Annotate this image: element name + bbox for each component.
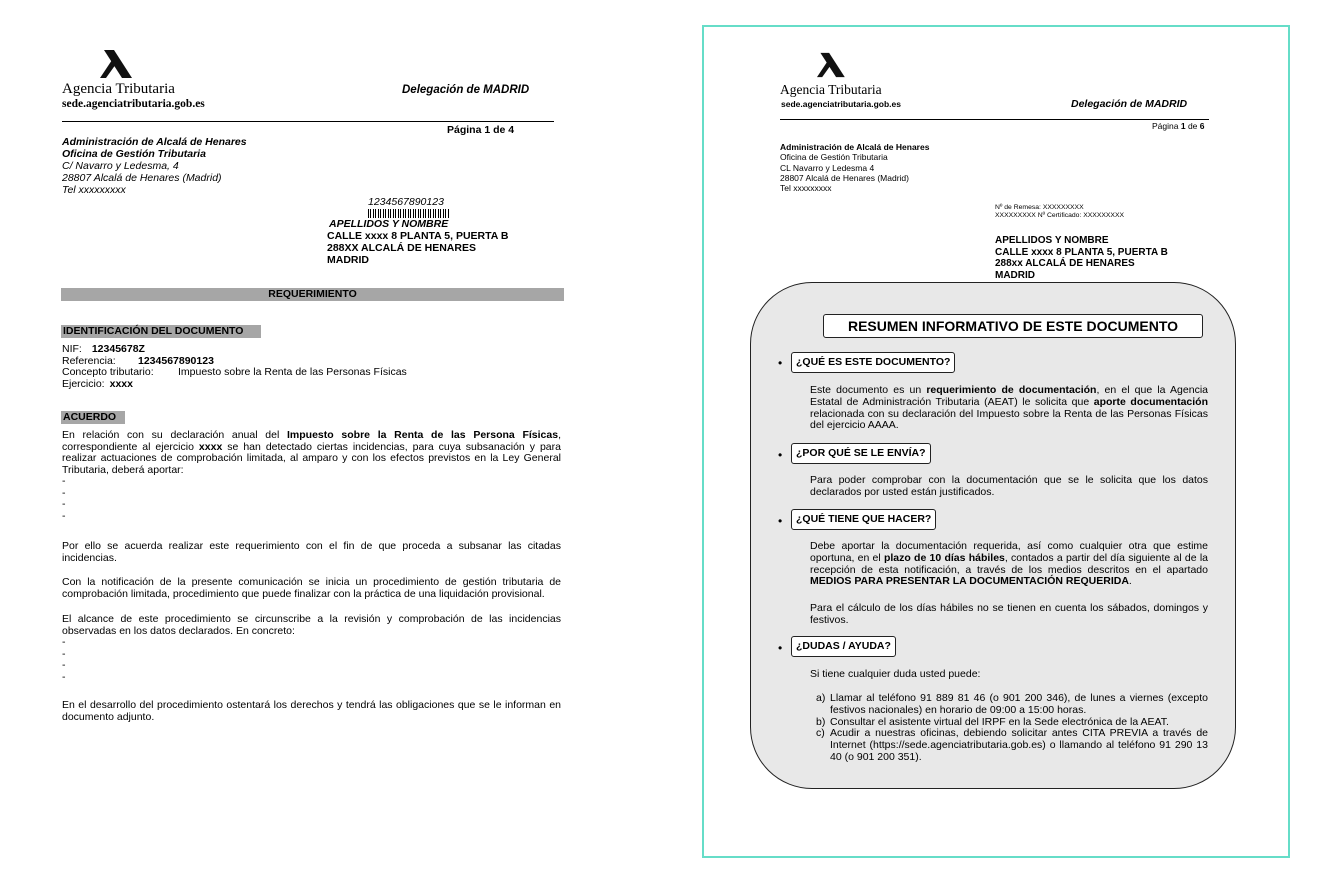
text-span-bold: aporte documentación	[1093, 395, 1208, 408]
bullet: •	[778, 448, 783, 462]
text-span: Este documento es un	[810, 384, 927, 396]
office-line: 28807 Alcalá de Henares (Madrid)	[780, 172, 909, 183]
text-span: , contados a partir del día siguiente al de la recepción de esta notificación, a través de los medios descritos en el apartado	[810, 551, 1208, 576]
recipient-name: APELLIDOS Y NOMBRE	[995, 235, 1109, 246]
office-line: Tel xxxxxxxxx	[62, 184, 126, 196]
recipient-province: MADRID	[995, 269, 1035, 281]
recipient-name: APELLIDOS Y NOMBRE	[329, 218, 449, 230]
answer-what-to-do	[810, 541, 1208, 588]
list-item-label: b)	[816, 715, 826, 728]
paragraph-purpose: Por ello se acuerda realizar este requerimiento con el fin de que proceda a subsanar las citadas incidencias.	[62, 540, 561, 564]
text-span: , correspondiente al ejercicio	[62, 429, 561, 453]
list-dash: -	[62, 659, 66, 671]
recipient-city: 288xx ALCALÁ DE HENARES	[995, 258, 1135, 269]
nif-label: NIF:	[62, 343, 82, 355]
recipient-block	[995, 235, 1168, 281]
document-page-right	[702, 25, 1290, 858]
office-line: C/ Navarro y Ledesma, 4	[62, 160, 179, 172]
agency-url: sede.agenciatributaria.gob.es	[62, 98, 205, 110]
office-line: Oficina de Gestión Tributaria	[780, 152, 888, 163]
agencia-tributaria-logo-icon	[810, 49, 850, 81]
question-what-to-do: ¿QUÉ TIENE QUE HACER?	[791, 509, 936, 530]
remittance-info	[995, 204, 1124, 221]
year-label: Ejercicio:	[62, 377, 105, 390]
nif-value: 12345678Z	[91, 343, 145, 355]
summary-title: RESUMEN INFORMATIVO DE ESTE DOCUMENTO	[823, 314, 1203, 338]
remittance-number: Nº de Remesa: XXXXXXXXX	[995, 204, 1084, 211]
answer-business-days: Para el cálculo de los días hábiles no se tienen en cuenta los sábados, domingos y festivos.	[810, 602, 1208, 626]
paragraph-intro	[62, 430, 561, 522]
list-dash: -	[62, 486, 66, 499]
reference-label: Referencia:	[62, 354, 116, 367]
list-dash: -	[62, 498, 66, 510]
list-item-label: c)	[816, 727, 825, 740]
answer-why: Para poder comprobar con la documentación que se le solicita que los datos declarados por usted están justificados.	[810, 474, 1208, 498]
text-span-bold: xxxx	[198, 440, 223, 453]
question-why: ¿POR QUÉ SE LE ENVÍA?	[791, 443, 931, 464]
list-dash: -	[62, 670, 66, 683]
delegation-label: Delegación de MADRID	[402, 84, 530, 96]
document-page-left	[0, 0, 640, 877]
office-address	[62, 136, 247, 196]
concept-value: Impuesto sobre la Renta de las Personas Físicas	[178, 366, 407, 378]
list-item	[816, 728, 1208, 763]
document-identification	[62, 344, 407, 390]
text-span: relacionada con su declaración del Impuesto sobre la Renta de las Personas Físicas del ejercicio AAAA.	[810, 407, 1208, 432]
office-line: Oficina de Gestión Tributaria	[62, 148, 206, 160]
text-span-bold: MEDIOS PARA PRESENTAR LA DOCUMENTACIÓN REQUERIDA	[810, 575, 1129, 588]
page-total: 6	[1199, 121, 1205, 131]
office-line: 28807 Alcalá de Henares (Madrid)	[62, 172, 222, 184]
text-span: El alcance de este procedimiento se circunscribe a la revisión y comprobación de las incidencias observadas en los datos declarados. En concreto:	[62, 613, 561, 637]
paragraph-rights: En el desarrollo del procedimiento ostentará los derechos y tendrá las obligaciones que se le informan en documento adjunto.	[62, 699, 561, 723]
bullet: •	[778, 641, 783, 655]
header-divider	[62, 121, 554, 122]
text-span: .	[1128, 575, 1132, 588]
delegation-label: Delegación de MADRID	[1071, 98, 1188, 110]
recipient-street: CALLE xxxx 8 PLANTA 5, PUERTA B	[327, 230, 509, 242]
paragraph-scope	[62, 614, 561, 683]
list-item	[816, 693, 1208, 717]
year-value: xxxx	[109, 377, 133, 390]
text-span-bold: requerimiento de documentación	[926, 384, 1097, 396]
help-options	[816, 693, 1208, 764]
section-heading-identification: IDENTIFICACIÓN DEL DOCUMENTO	[61, 325, 261, 338]
list-dash: -	[62, 509, 66, 522]
office-line: CL Navarro y Ledesma 4	[780, 162, 875, 173]
page-prefix: Página	[1152, 121, 1181, 131]
text-span: , en el que la Agencia Estatal de Administración Tributaria (AEAT) le solicita que	[810, 384, 1209, 408]
page-current: 1	[1180, 121, 1186, 131]
list-dash: -	[62, 475, 66, 487]
recipient-code: 1234567890123	[368, 196, 444, 208]
section-heading-acuerdo: ACUERDO	[61, 411, 125, 424]
recipient-street: CALLE xxxx 8 PLANTA 5, PUERTA B	[995, 246, 1168, 258]
office-address	[780, 142, 929, 193]
help-options-list	[816, 693, 1208, 764]
list-item-text: Acudir a nuestras oficinas, debiendo solicitar antes CITA PREVIA a través de Internet (https://sede.agenciatributaria.gob.es) o llamando al teléfono 91 290 13 40 (o 901 200 351).	[830, 727, 1208, 763]
reference-value: 1234567890123	[138, 354, 214, 367]
text-span: se han detectado ciertas incidencias, para cuya subsanación y para realizar actuaciones de comprobación limitada, al amparo y con los efectos previstos en la Ley General Tributaria, deberá aportar:	[62, 440, 561, 476]
certificate-number: XXXXXXXXX Nº Certificado: XXXXXXXXX	[995, 212, 1125, 220]
list-dash: -	[62, 636, 66, 648]
barcode-icon	[368, 209, 450, 218]
recipient-province: MADRID	[327, 254, 369, 266]
list-item-text: Consultar el asistente virtual del IRPF en la Sede electrónica de la AEAT.	[830, 715, 1169, 728]
question-help: ¿DUDAS / AYUDA?	[791, 636, 896, 657]
list-item-text: Llamar al teléfono 91 889 81 46 (o 901 200 346), de lunes a viernes (excepto festivos nacionales) en horario de 09:00 a 15:00 horas.	[830, 692, 1208, 716]
office-line: Administración de Alcalá de Henares	[62, 136, 247, 148]
agency-name: Agencia Tributaria	[62, 81, 175, 97]
text-span: En relación con su declaración anual del	[62, 429, 288, 441]
list-dash: -	[62, 647, 66, 660]
question-what-is: ¿QUÉ ES ESTE DOCUMENTO?	[791, 352, 955, 373]
page-separator: de	[1185, 121, 1200, 131]
concept-label: Concepto tributario:	[62, 366, 154, 378]
recipient-city: 288XX ALCALÁ DE HENARES	[327, 242, 476, 254]
agency-name: Agencia Tributaria	[780, 82, 882, 97]
agency-url: sede.agenciatributaria.gob.es	[781, 99, 901, 109]
document-title: REQUERIMIENTO	[61, 288, 564, 301]
agencia-tributaria-logo-icon	[92, 46, 138, 82]
office-line: Administración de Alcalá de Henares	[780, 142, 930, 152]
office-line: Tel xxxxxxxxx	[780, 183, 832, 194]
bullet: •	[778, 514, 783, 528]
header-divider	[780, 119, 1209, 120]
bullet: •	[778, 356, 783, 370]
text-span-bold: Impuesto sobre la Renta de las Persona Físicas	[287, 429, 559, 441]
list-item-label: a)	[816, 692, 826, 704]
text-span: Debe aportar la documentación requerida, así como cualquier otra que estime oportuna, en el	[810, 540, 1208, 564]
page-number	[1152, 121, 1205, 131]
page-number: Página 1 de 4	[447, 124, 515, 136]
paragraph-procedure: Con la notificación de la presente comunicación se inicia un procedimiento de gestión tributaria de comprobación limitada, procedimiento que puede finalizar con la práctica de una liquidación provisional.	[62, 576, 561, 600]
text-span-bold: plazo de 10 días hábiles	[883, 551, 1005, 564]
answer-help-intro: Si tiene cualquier duda usted puede:	[810, 668, 981, 680]
answer-what-is	[810, 385, 1208, 432]
recipient-block	[327, 196, 508, 266]
